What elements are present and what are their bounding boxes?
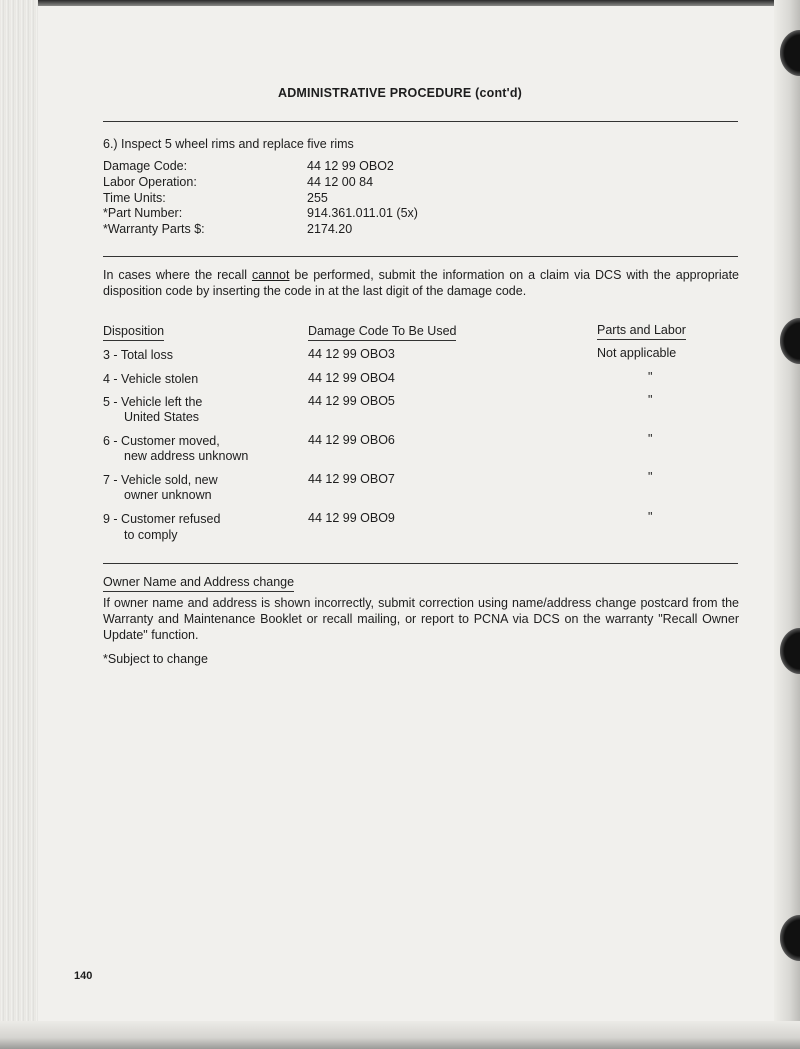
page-bottom-edge xyxy=(0,1021,800,1049)
table-row-parts: " xyxy=(648,510,653,524)
binder-hole-icon xyxy=(780,628,800,674)
table-row-parts: Not applicable xyxy=(597,346,677,360)
table-row-disposition: 5 - Vehicle left the xyxy=(103,395,203,409)
field-value: 44 12 00 84 xyxy=(307,175,374,189)
table-row-parts: " xyxy=(648,370,653,384)
table-row-code: 44 12 99 OBO7 xyxy=(308,472,395,486)
field-label: Labor Operation: xyxy=(103,175,197,189)
table-row-parts: " xyxy=(648,393,653,407)
table-row-disposition-cont: owner unknown xyxy=(124,488,212,502)
recall-note-text: be performed, submit the information on a claim via DCS with the appropriate disposition code by inserting the code in at the last digit of the damage code. xyxy=(103,268,739,298)
field-label: Damage Code: xyxy=(103,159,188,173)
column-header-disposition: Disposition xyxy=(103,324,164,341)
footnote: *Subject to change xyxy=(103,652,208,666)
table-row-disposition-cont: new address unknown xyxy=(124,449,249,463)
recall-note xyxy=(103,267,739,299)
table-row-disposition-cont: to comply xyxy=(124,528,178,542)
table-row-parts: " xyxy=(648,432,653,446)
section-heading: 6.) Inspect 5 wheel rims and replace five rims xyxy=(103,137,354,151)
table-row-code: 44 12 99 OBO4 xyxy=(308,371,395,385)
table-row-disposition: 9 - Customer refused xyxy=(103,512,221,526)
table-row-parts: " xyxy=(648,470,653,484)
field-label: *Warranty Parts $: xyxy=(103,222,205,236)
page-title: ADMINISTRATIVE PROCEDURE (cont'd) xyxy=(277,86,523,100)
field-value: 44 12 99 OBO2 xyxy=(307,159,394,173)
column-header-parts-labor: Parts and Labor xyxy=(597,323,686,340)
table-row-disposition: 7 - Vehicle sold, new xyxy=(103,473,218,487)
table-row-code: 44 12 99 OBO5 xyxy=(308,394,395,408)
divider xyxy=(103,121,738,122)
owner-change-body: If owner name and address is shown incorrectly, submit correction using name/address change postcard from the Warranty and Maintenance Booklet or recall mailing, or report to PCNA via DCS on the warranty "Recall Owner Update" function. xyxy=(103,596,739,642)
table-row-disposition: 3 - Total loss xyxy=(103,348,173,362)
section-heading-owner-change: Owner Name and Address change xyxy=(103,575,294,592)
page-number: 140 xyxy=(74,970,93,982)
table-row-disposition-cont: United States xyxy=(124,410,200,424)
recall-note-emphasis: cannot xyxy=(251,268,290,282)
page-top-edge xyxy=(0,0,800,6)
divider xyxy=(103,256,738,257)
divider xyxy=(103,563,738,564)
recall-note-text: In cases where the recall xyxy=(103,268,252,282)
table-row-code: 44 12 99 OBO6 xyxy=(308,433,395,447)
page-left-edge xyxy=(0,0,38,1049)
table-row-disposition: 4 - Vehicle stolen xyxy=(103,372,199,386)
binder-hole-icon xyxy=(780,30,800,76)
field-value: 914.361.011.01 (5x) xyxy=(307,206,418,220)
table-row-code: 44 12 99 OBO3 xyxy=(308,347,395,361)
binder-hole-icon xyxy=(780,318,800,364)
field-value: 255 xyxy=(307,191,328,205)
column-header-damage-code: Damage Code To Be Used xyxy=(308,324,456,341)
field-value: 2174.20 xyxy=(307,222,353,236)
table-row-disposition: 6 - Customer moved, xyxy=(103,434,220,448)
table-row-code: 44 12 99 OBO9 xyxy=(308,511,395,525)
field-label: *Part Number: xyxy=(103,206,183,220)
binder-hole-icon xyxy=(780,915,800,961)
page-right-edge xyxy=(774,0,800,1049)
field-label: Time Units: xyxy=(103,191,166,205)
